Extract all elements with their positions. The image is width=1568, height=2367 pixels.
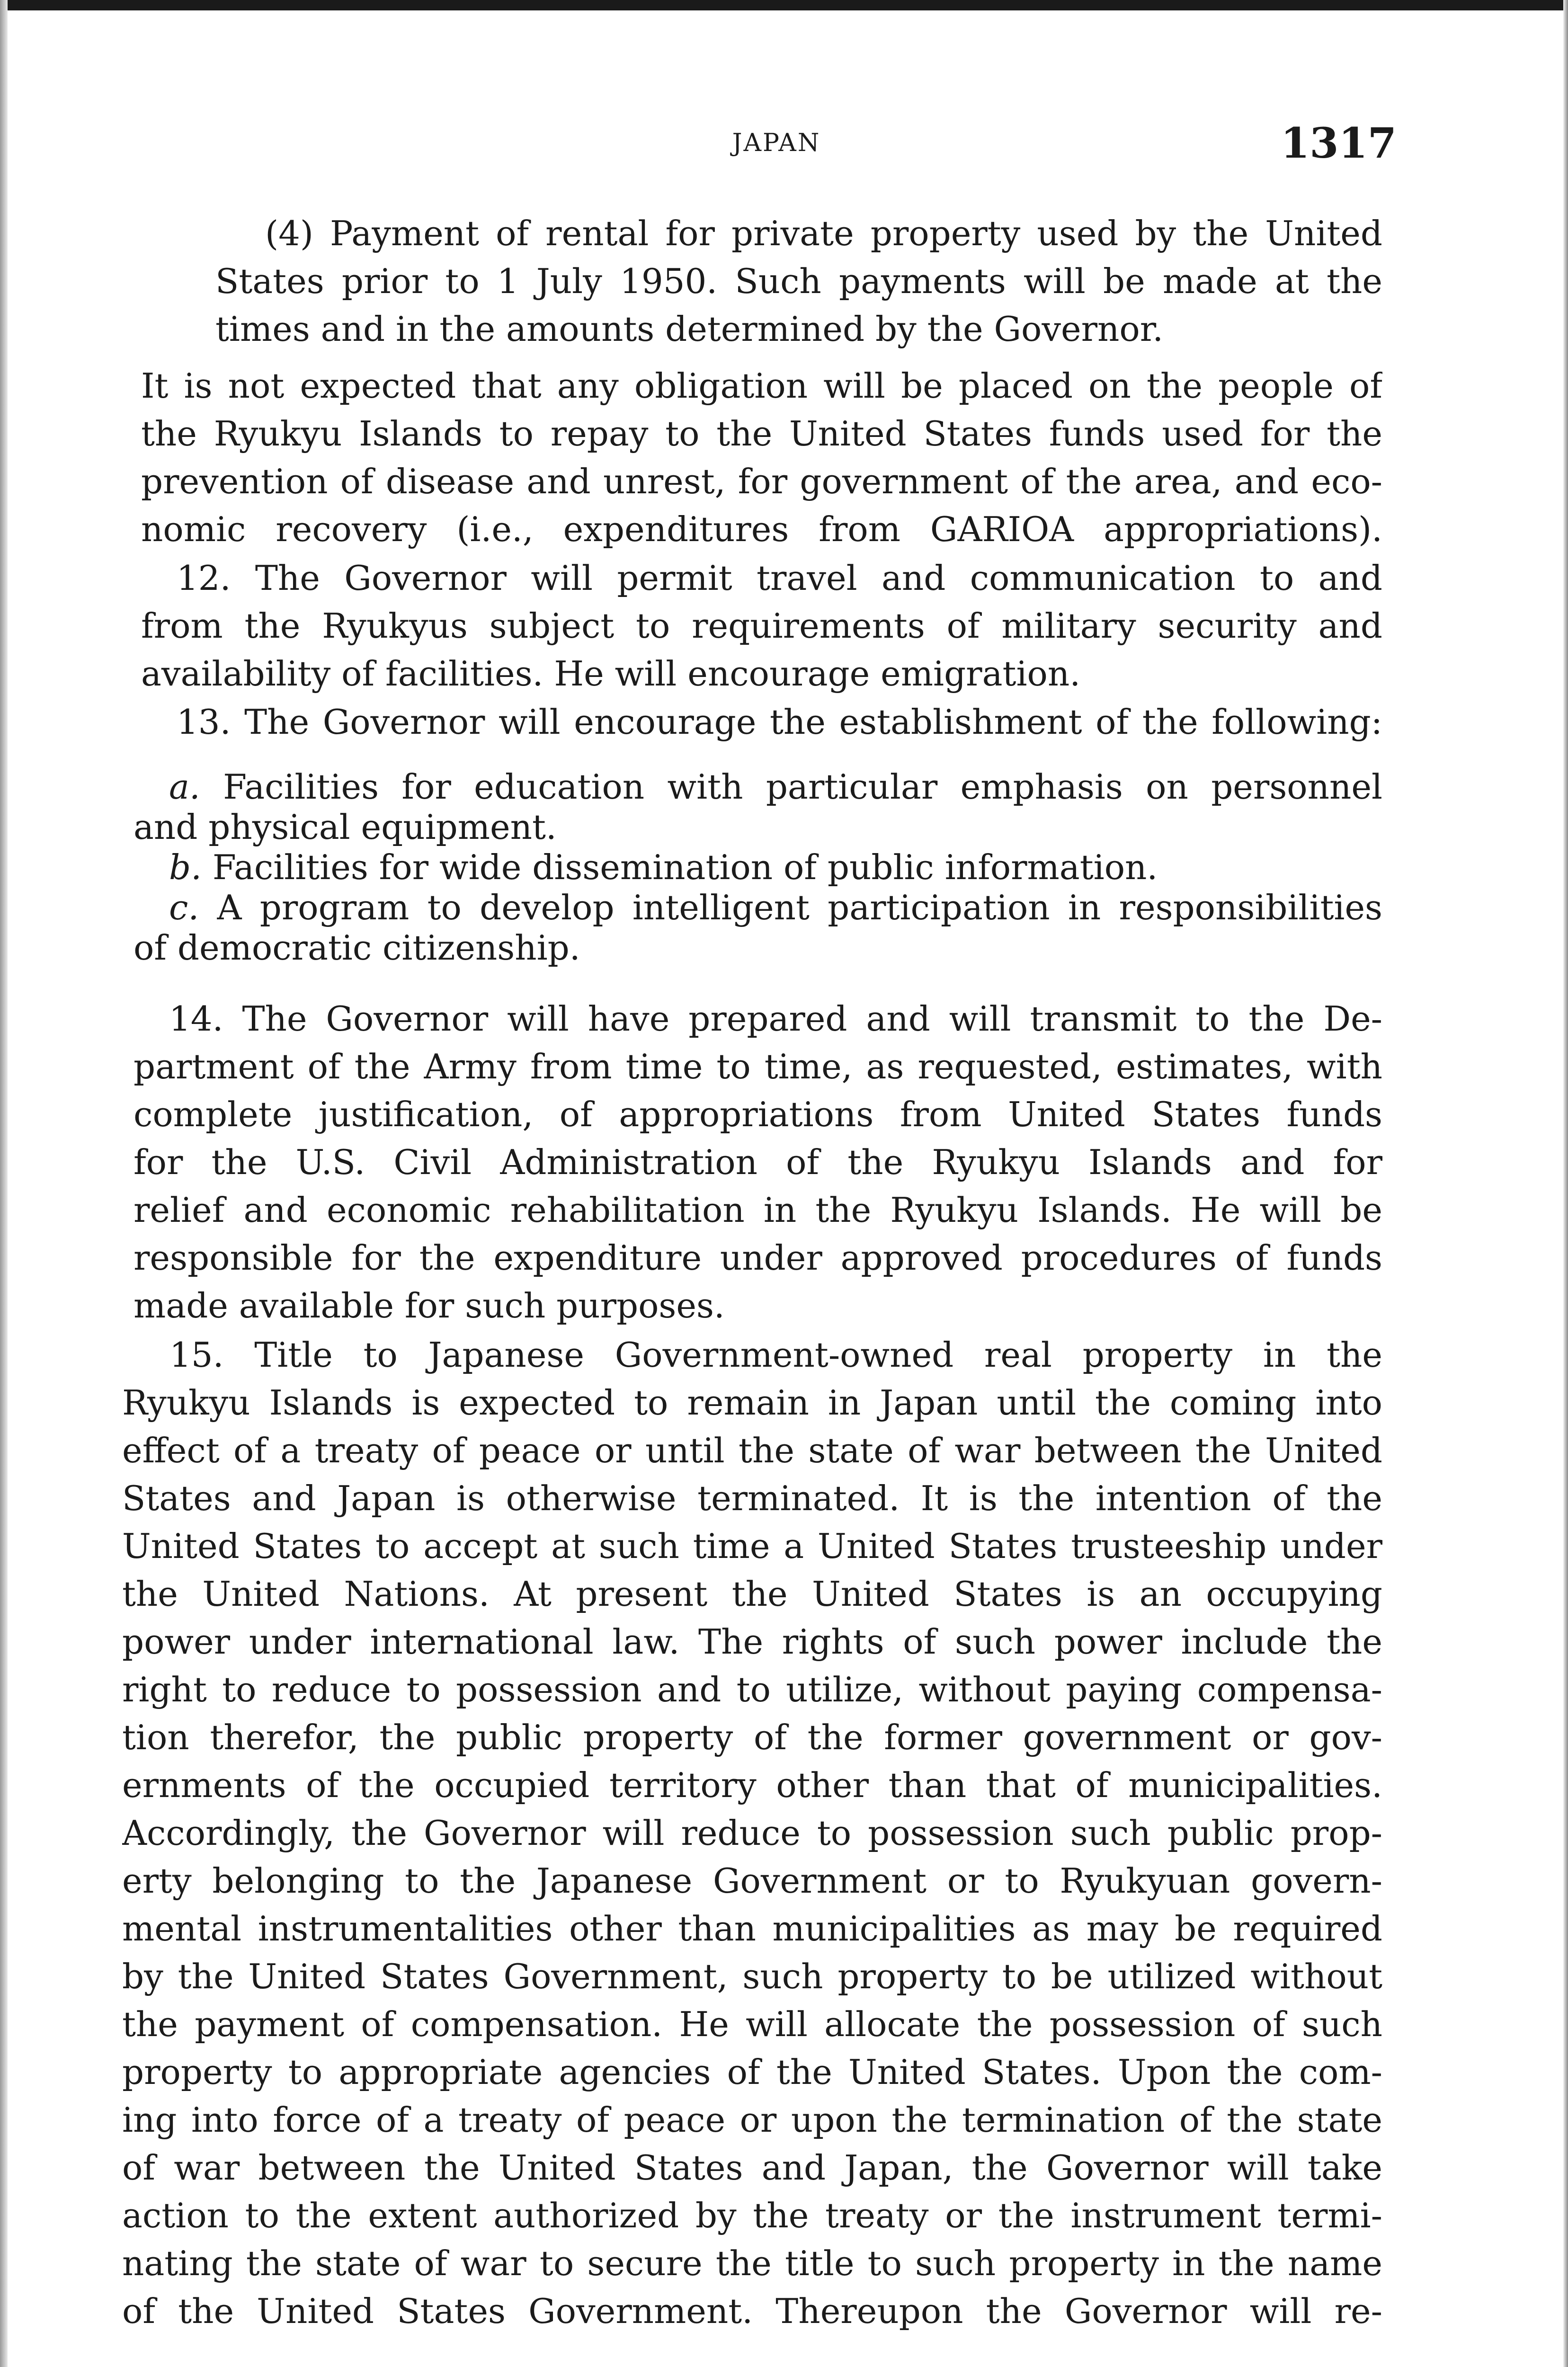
paragraph-obligation: [141, 362, 1382, 553]
text-line: ing into force of a treaty of peace or upon the termination of the state: [122, 2100, 1382, 2140]
text-line: ernments of the occupied territory other than that of municipalities.: [122, 1765, 1382, 1805]
text-line: 12. The Governor will permit travel and communication to and: [177, 558, 1382, 598]
paragraph-12: [141, 554, 1382, 698]
list-text: A program to develop intelligent participation in responsibilities: [217, 888, 1382, 927]
paragraph-14: [134, 995, 1382, 1330]
text-line: for the U.S. Civil Administration of the Ryukyu Islands and for: [134, 1142, 1382, 1182]
text-line: [134, 767, 1382, 807]
text-line: of war between the United States and Japan, the Governor will take: [122, 2148, 1382, 2188]
text-line: mental instrumentalities other than municipalities as may be required: [122, 1909, 1382, 1949]
text-line: relief and economic rehabilitation in the Ryukyu Islands. He will be: [134, 1190, 1382, 1230]
text-line: 14. The Governor will have prepared and will transmit to the De-: [169, 999, 1382, 1039]
page-top-border: [0, 0, 1568, 10]
text-line: [169, 847, 1382, 888]
paragraph-15: [122, 1331, 1382, 2335]
paragraph-item-4: [215, 210, 1382, 353]
text-line: made available for such purposes.: [134, 1286, 725, 1326]
text-line: partment of the Army from time to time, as requested, estimates, with: [134, 1047, 1382, 1086]
text-line: responsible for the expenditure under approved procedures of funds: [134, 1238, 1382, 1278]
text-line: property to appropriate agencies of the United States. Upon the com-: [122, 2052, 1382, 2092]
list-text: Facilities for education with particular emphasis on personnel: [223, 767, 1382, 807]
text-line: from the Ryukyus subject to requirements of military security and: [141, 606, 1382, 646]
text-line: nomic recovery (i.e., expenditures from GARIOA appropriations).: [141, 509, 1382, 549]
text-line: prevention of disease and unrest, for government of the area, and eco-: [141, 462, 1382, 501]
page-number: 1317: [1281, 118, 1397, 168]
text-line: and physical equipment.: [134, 807, 557, 847]
text-line: Ryukyu Islands is expected to remain in Japan until the coming into: [122, 1383, 1382, 1423]
text-line: of democratic citizenship.: [134, 928, 580, 968]
text-line: complete justification, of appropriations from United States funds: [134, 1095, 1382, 1134]
text-line: the Ryukyu Islands to repay to the United States funds used for the: [141, 414, 1382, 454]
text-line: 15. Title to Japanese Government-owned real property in the: [169, 1335, 1382, 1375]
text-line: States and Japan is otherwise terminated. It is the intention of the: [122, 1478, 1382, 1518]
list-label: b.: [169, 847, 202, 887]
text-line: the United Nations. At present the United States is an occupying: [122, 1574, 1382, 1614]
text-line: [134, 888, 1382, 928]
running-header-title: JAPAN: [732, 129, 821, 157]
paragraph-13: [177, 698, 1382, 746]
text-line: action to the extent authorized by the treaty or the instrument termi-: [122, 2196, 1382, 2235]
text-line: tion therefor, the public property of the former government or gov-: [122, 1717, 1382, 1757]
list-label: c.: [169, 888, 199, 927]
text-line: of the United States Government. Thereupon the Governor will re-: [122, 2291, 1382, 2331]
list-text: Facilities for wide dissemination of public information.: [212, 847, 1158, 887]
text-line: right to reduce to possession and to utilize, without paying compensa-: [122, 1670, 1382, 1709]
text-line: (4) Payment of rental for private property used by the United: [265, 214, 1382, 253]
text-line: availability of facilities. He will encourage emigration.: [141, 654, 1081, 694]
page-left-edge-shadow: [0, 0, 8, 2367]
text-line: It is not expected that any obligation will be placed on the people of: [141, 366, 1382, 406]
page-right-edge-shadow: [1563, 0, 1568, 2367]
text-line: times and in the amounts determined by the Governor.: [215, 309, 1164, 349]
text-line: effect of a treaty of peace or until the state of war between the United: [122, 1431, 1382, 1470]
text-line: power under international law. The rights of such power include the: [122, 1622, 1382, 1662]
text-line: Accordingly, the Governor will reduce to possession such public prop-: [122, 1813, 1382, 1853]
list-item-13b: [169, 847, 1382, 888]
text-line: the payment of compensation. He will allocate the possession of such: [122, 2004, 1382, 2044]
text-line: United States to accept at such time a United States trusteeship under: [122, 1526, 1382, 1566]
list-label: a.: [169, 767, 200, 807]
text-line: erty belonging to the Japanese Government or to Ryukyuan govern-: [122, 1861, 1382, 1901]
text-line: States prior to 1 July 1950. Such payments will be made at the: [215, 261, 1382, 301]
text-line: by the United States Government, such property to be utilized without: [122, 1957, 1382, 1996]
text-line: 13. The Governor will encourage the establishment of the following:: [177, 702, 1382, 742]
text-line: nating the state of war to secure the title to such property in the name: [122, 2243, 1382, 2283]
list-item-13c: [134, 888, 1382, 968]
list-item-13a: [134, 767, 1382, 847]
